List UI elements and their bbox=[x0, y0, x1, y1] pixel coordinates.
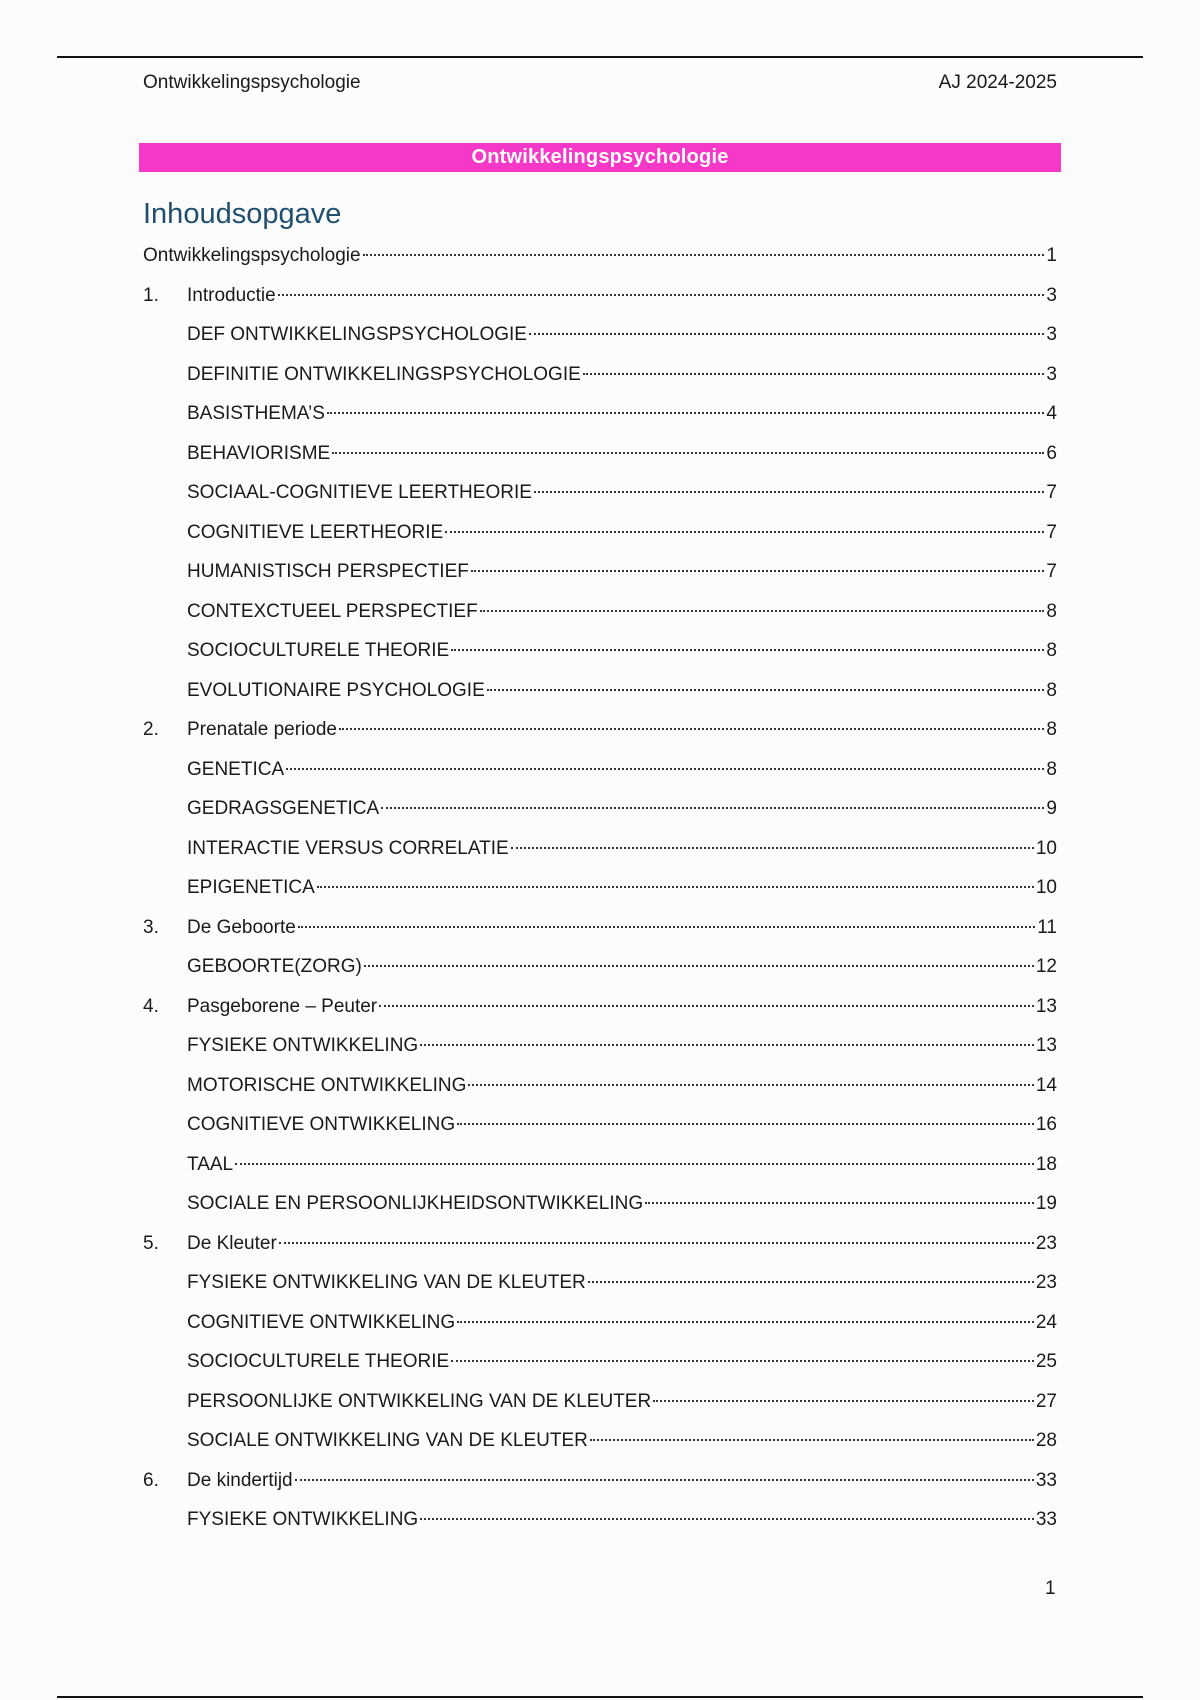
toc-entry-label: FYSIEKE ONTWIKKELING bbox=[187, 1509, 419, 1530]
toc-entry-label: GEBOORTE(ZORG) bbox=[187, 956, 362, 977]
toc-heading: Inhoudsopgave bbox=[143, 198, 342, 230]
toc-entry[interactable] bbox=[143, 908, 1057, 948]
toc-dot-leader bbox=[364, 965, 1034, 967]
toc-dot-leader bbox=[451, 1360, 1034, 1362]
toc-dot-leader bbox=[363, 254, 1045, 256]
toc-dot-leader bbox=[420, 1518, 1034, 1520]
header-academic-year: AJ 2024-2025 bbox=[938, 72, 1057, 93]
toc-entry[interactable] bbox=[143, 315, 1057, 355]
toc-entry[interactable] bbox=[143, 750, 1057, 790]
toc-entry-label: FYSIEKE ONTWIKKELING bbox=[187, 1035, 419, 1056]
toc-dot-leader bbox=[286, 768, 1044, 770]
toc-entry-label: DEFINITIE ONTWIKKELINGSPSYCHOLOGIE bbox=[187, 363, 581, 385]
toc-entry-page: 9 bbox=[1046, 798, 1057, 819]
toc-entry-label: GENETICA bbox=[187, 758, 285, 780]
toc-entry-page: 13 bbox=[1035, 1035, 1057, 1056]
toc-dot-leader bbox=[332, 452, 1044, 454]
toc-dot-leader bbox=[487, 689, 1045, 691]
toc-entry-label: TAAL bbox=[187, 1153, 234, 1175]
banner-title: Ontwikkelingspsychologie bbox=[471, 146, 729, 168]
toc-entry-number: 1. bbox=[143, 284, 159, 306]
toc-entry[interactable] bbox=[143, 789, 1057, 829]
toc-entry-number: 5. bbox=[143, 1232, 159, 1254]
toc-dot-leader bbox=[471, 570, 1045, 572]
toc-entry[interactable] bbox=[143, 1421, 1057, 1461]
toc-entry[interactable] bbox=[143, 552, 1057, 592]
toc-entry[interactable] bbox=[143, 1026, 1057, 1066]
toc-entry[interactable] bbox=[143, 1461, 1057, 1501]
toc-entry[interactable] bbox=[143, 1145, 1057, 1185]
page-header bbox=[143, 72, 1057, 94]
toc-entry-page: 3 bbox=[1046, 324, 1057, 345]
toc-entry-label: Prenatale periode bbox=[187, 719, 337, 740]
toc-entry-label: SOCIAAL-COGNITIEVE LEERTHEORIE bbox=[187, 482, 532, 503]
toc-entry[interactable] bbox=[143, 513, 1057, 553]
toc-entry[interactable] bbox=[143, 1263, 1057, 1303]
toc-dot-leader bbox=[295, 1479, 1034, 1481]
toc-entry[interactable] bbox=[143, 1066, 1057, 1106]
toc-entry-label: BASISTHEMA’S bbox=[187, 403, 325, 424]
toc-entry-page: 16 bbox=[1035, 1114, 1057, 1135]
toc-entry-page: 10 bbox=[1035, 877, 1057, 898]
toc-entry-page: 4 bbox=[1046, 403, 1057, 424]
toc-entry-page: 19 bbox=[1035, 1193, 1057, 1214]
toc-entry-label: De Geboorte bbox=[187, 916, 296, 938]
toc-dot-leader bbox=[317, 886, 1034, 888]
toc-entry-label: SOCIOCULTURELE THEORIE bbox=[187, 1351, 450, 1372]
toc-entry-page: 8 bbox=[1046, 679, 1057, 701]
toc-dot-leader bbox=[534, 491, 1045, 493]
toc-dot-leader bbox=[590, 1439, 1034, 1441]
toc-entry-page: 28 bbox=[1035, 1430, 1057, 1451]
toc-entry-page: 14 bbox=[1035, 1074, 1057, 1096]
toc-entry[interactable] bbox=[143, 1382, 1057, 1422]
toc-entry[interactable] bbox=[143, 1500, 1057, 1540]
header-rule bbox=[57, 56, 1143, 58]
toc-dot-leader bbox=[279, 1242, 1034, 1244]
page-number: 1 bbox=[1045, 1578, 1056, 1599]
toc-entry-page: 6 bbox=[1046, 442, 1057, 464]
toc-entry-label: DEF ONTWIKKELINGSPSYCHOLOGIE bbox=[187, 324, 527, 345]
toc-entry-label: SOCIALE ONTWIKKELING VAN DE KLEUTER bbox=[187, 1430, 588, 1451]
toc-entry[interactable] bbox=[143, 1184, 1057, 1224]
toc-dot-leader bbox=[457, 1123, 1034, 1125]
toc-dot-leader bbox=[379, 1005, 1034, 1007]
toc-entry-page: 1 bbox=[1046, 245, 1057, 266]
toc-entry[interactable] bbox=[143, 1342, 1057, 1382]
toc-entry-page: 7 bbox=[1046, 482, 1057, 503]
toc-dot-leader bbox=[339, 728, 1044, 730]
toc-entry-label: CONTEXCTUEEL PERSPECTIEF bbox=[187, 600, 478, 622]
toc-entry-page: 3 bbox=[1046, 363, 1057, 385]
toc-dot-leader bbox=[645, 1202, 1034, 1204]
toc-entry-label: EVOLUTIONAIRE PSYCHOLOGIE bbox=[187, 679, 485, 701]
toc-entry-label: PERSOONLIJKE ONTWIKKELING VAN DE KLEUTER bbox=[187, 1390, 652, 1412]
toc-entry-label: Introductie bbox=[187, 284, 276, 306]
toc-entry[interactable] bbox=[143, 987, 1057, 1027]
header-left-title: Ontwikkelingspsychologie bbox=[143, 72, 361, 93]
toc-entry-label: MOTORISCHE ONTWIKKELING bbox=[187, 1074, 467, 1096]
toc-entry[interactable] bbox=[143, 1303, 1057, 1343]
toc-entry-label: De kindertijd bbox=[187, 1469, 293, 1491]
toc-entry[interactable] bbox=[143, 394, 1057, 434]
toc-entry[interactable] bbox=[143, 631, 1057, 671]
toc-entry[interactable] bbox=[143, 592, 1057, 632]
toc-entry-label: BEHAVIORISME bbox=[187, 442, 331, 464]
toc-dot-leader bbox=[588, 1281, 1034, 1283]
toc-dot-leader bbox=[327, 412, 1044, 414]
toc-entry[interactable] bbox=[143, 947, 1057, 987]
toc-entry-page: 7 bbox=[1046, 561, 1057, 582]
toc-entry-label: FYSIEKE ONTWIKKELING VAN DE KLEUTER bbox=[187, 1272, 586, 1293]
toc-entry-label: HUMANISTISCH PERSPECTIEF bbox=[187, 561, 469, 582]
toc-entry-label: De Kleuter bbox=[187, 1232, 277, 1254]
toc-entry-number: 2. bbox=[143, 719, 159, 740]
toc-entry-page: 10 bbox=[1035, 837, 1057, 859]
toc-entry-label: Pasgeborene – Peuter bbox=[187, 995, 378, 1017]
toc-dot-leader bbox=[529, 333, 1044, 335]
toc-entry-page: 11 bbox=[1037, 916, 1057, 938]
toc-entry-number: 3. bbox=[143, 916, 159, 938]
toc-entry-page: 7 bbox=[1046, 521, 1057, 543]
toc-dot-leader bbox=[420, 1044, 1034, 1046]
toc-dot-leader bbox=[583, 373, 1045, 375]
toc-dot-leader bbox=[480, 610, 1045, 612]
toc-entry-label: COGNITIEVE ONTWIKKELING bbox=[187, 1114, 456, 1135]
toc-entry-label: INTERACTIE VERSUS CORRELATIE bbox=[187, 837, 509, 859]
toc-entry-label: SOCIALE EN PERSOONLIJKHEIDSONTWIKKELING bbox=[187, 1193, 644, 1214]
toc-entry[interactable] bbox=[143, 829, 1057, 869]
toc-entry-label: Ontwikkelingspsychologie bbox=[143, 245, 361, 266]
toc-entry[interactable] bbox=[143, 276, 1057, 316]
toc-entry-page: 18 bbox=[1035, 1153, 1057, 1175]
toc-dot-leader bbox=[445, 531, 1044, 533]
toc-entry[interactable] bbox=[143, 868, 1057, 908]
toc-dot-leader bbox=[457, 1321, 1034, 1323]
footer-rule bbox=[57, 1696, 1143, 1698]
toc-entry[interactable] bbox=[143, 473, 1057, 513]
toc-dot-leader bbox=[298, 926, 1035, 928]
toc-entry-page: 12 bbox=[1035, 956, 1057, 977]
toc-dot-leader bbox=[468, 1084, 1033, 1086]
toc-dot-leader bbox=[235, 1163, 1034, 1165]
title-banner bbox=[139, 143, 1061, 172]
toc-entry-page: 24 bbox=[1035, 1311, 1057, 1333]
toc-entry-page: 8 bbox=[1046, 758, 1057, 780]
toc-entry-page: 27 bbox=[1035, 1390, 1057, 1412]
toc-dot-leader bbox=[511, 847, 1034, 849]
toc-dot-leader bbox=[278, 294, 1045, 296]
toc-entry[interactable] bbox=[143, 1105, 1057, 1145]
toc-entry[interactable] bbox=[143, 671, 1057, 711]
toc-entry[interactable] bbox=[143, 355, 1057, 395]
toc-entry-label: SOCIOCULTURELE THEORIE bbox=[187, 640, 450, 661]
toc-entry-label: COGNITIEVE LEERTHEORIE bbox=[187, 521, 444, 543]
toc-entry[interactable] bbox=[143, 236, 1057, 276]
toc-entry-label: GEDRAGSGENETICA bbox=[187, 798, 380, 819]
table-of-contents bbox=[143, 236, 1057, 1540]
toc-dot-leader bbox=[653, 1400, 1034, 1402]
toc-entry-page: 8 bbox=[1046, 640, 1057, 661]
toc-entry[interactable] bbox=[143, 1224, 1057, 1264]
toc-entry-page: 33 bbox=[1035, 1469, 1057, 1491]
toc-entry-page: 13 bbox=[1035, 995, 1057, 1017]
toc-entry-number: 4. bbox=[143, 995, 159, 1017]
toc-entry-page: 8 bbox=[1046, 600, 1057, 622]
toc-entry[interactable] bbox=[143, 710, 1057, 750]
toc-entry-page: 3 bbox=[1046, 284, 1057, 306]
toc-entry-page: 8 bbox=[1046, 719, 1057, 740]
toc-entry-page: 23 bbox=[1035, 1272, 1057, 1293]
toc-entry-page: 25 bbox=[1035, 1351, 1057, 1372]
toc-entry-label: EPIGENETICA bbox=[187, 877, 315, 898]
toc-entry-page: 33 bbox=[1035, 1509, 1057, 1530]
toc-entry-label: COGNITIEVE ONTWIKKELING bbox=[187, 1311, 456, 1333]
toc-dot-leader bbox=[381, 807, 1044, 809]
toc-entry-number: 6. bbox=[143, 1469, 159, 1491]
toc-entry-page: 23 bbox=[1035, 1232, 1057, 1254]
toc-entry[interactable] bbox=[143, 434, 1057, 474]
toc-dot-leader bbox=[451, 649, 1044, 651]
